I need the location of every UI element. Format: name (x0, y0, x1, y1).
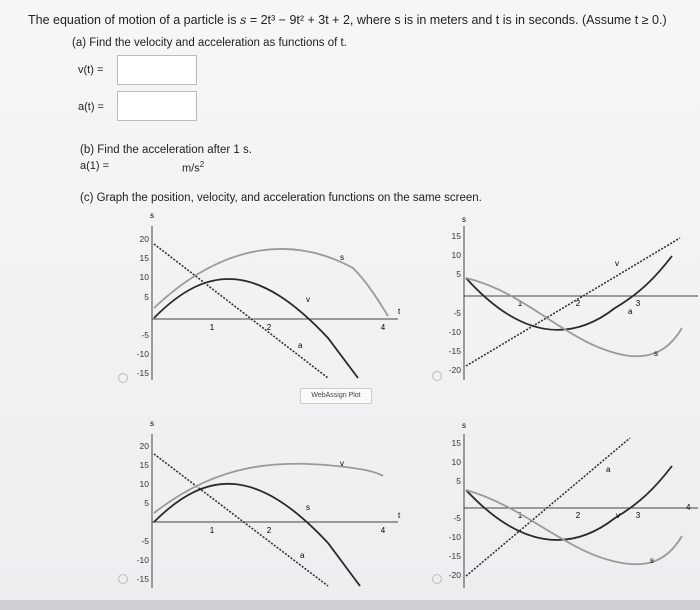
a1-unit (182, 160, 204, 175)
y-tick-label: -20 (448, 570, 461, 580)
axis-label-s: s (462, 421, 466, 430)
y-tick-label: -20 (448, 365, 461, 375)
acceleration-curve (466, 438, 630, 576)
y-tick-label: -5 (141, 330, 149, 340)
graph-4-radio[interactable] (432, 574, 442, 584)
curve-label-v: v (615, 259, 619, 268)
x-tick-label: 1 (209, 323, 215, 332)
graph-option-1[interactable] (128, 208, 408, 386)
a1-answer-input[interactable] (122, 160, 182, 174)
x-tick-label: 2 (575, 511, 581, 520)
y-tick-label: -10 (136, 555, 149, 565)
x-tick-label: 4 (380, 526, 386, 535)
axis-label-s: s (462, 215, 466, 224)
y-tick-label: 10 (451, 250, 461, 260)
y-tick-label: 20 (139, 234, 149, 244)
y-tick-label: -5 (141, 536, 149, 546)
position-curve (466, 490, 682, 564)
x-tick-label: 2 (266, 526, 272, 535)
y-tick-label: 15 (451, 231, 461, 241)
y-tick-label: -5 (453, 308, 461, 318)
graph-2-radio[interactable] (432, 371, 442, 381)
velocity-curve (154, 464, 383, 513)
axis-label-s: s (150, 419, 154, 428)
position-curve (154, 484, 360, 586)
x-tick-label: 2 (266, 323, 272, 332)
y-tick-label: -15 (448, 346, 461, 356)
y-tick-label: -10 (448, 327, 461, 337)
acceleration-label: a(t) = (78, 101, 104, 113)
y-tick-label: 20 (139, 441, 149, 451)
graph-option-4[interactable] (440, 418, 700, 594)
graph-3-radio[interactable] (118, 574, 128, 584)
graph-option-2[interactable] (440, 208, 700, 386)
y-tick-label: 10 (139, 479, 149, 489)
acceleration-curve (154, 454, 328, 586)
velocity-curve (466, 466, 672, 540)
y-tick-label: 5 (456, 269, 461, 279)
unit-exponent: 2 (199, 160, 205, 169)
x-tick-label: 3 (635, 299, 641, 308)
unit-base: m/s (182, 162, 200, 175)
curve-label-s: s (306, 503, 310, 512)
velocity-curve (154, 279, 358, 378)
y-tick-label: 5 (456, 476, 461, 486)
y-tick-label: 5 (144, 292, 149, 302)
y-tick-label: -15 (448, 551, 461, 561)
x-tick-label: 1 (517, 299, 523, 308)
equation: = 2t³ − 9t² + 3t + 2, (246, 13, 354, 27)
x-axis-end-label: 4 (686, 503, 691, 512)
curve-label-s: s (340, 253, 344, 262)
x-tick-label: 2 (575, 299, 581, 308)
x-tick-label: 4 (380, 323, 386, 332)
a1-label: a(1) = (80, 160, 110, 172)
part-a-label: (a) Find the velocity and acceleration as functions of t. (72, 37, 347, 49)
bottom-bar (0, 600, 700, 610)
axis-label-t: t (398, 307, 401, 316)
axis-label-s: s (150, 211, 154, 220)
y-tick-label: 15 (139, 460, 149, 470)
y-tick-label: 15 (451, 438, 461, 448)
velocity-label: v(t) = (78, 64, 104, 76)
acceleration-curve (154, 244, 328, 378)
curve-label-s: s (654, 349, 658, 358)
webassign-plot-button[interactable]: WebAssign Plot (300, 388, 372, 404)
y-tick-label: 5 (144, 498, 149, 508)
y-tick-label: 10 (139, 272, 149, 282)
curve-label-a: a (298, 341, 303, 350)
equation-variable: s (239, 12, 247, 27)
y-tick-label: -5 (453, 513, 461, 523)
graph-1-radio[interactable] (118, 373, 128, 383)
x-tick-label: 1 (517, 511, 523, 520)
curve-label-a: a (300, 551, 305, 560)
y-tick-label: 10 (451, 457, 461, 467)
velocity-curve (466, 256, 672, 330)
y-tick-label: -10 (136, 349, 149, 359)
part-b-label: (b) Find the acceleration after 1 s. (80, 144, 252, 156)
curve-label-s: s (650, 556, 654, 565)
acceleration-curve (466, 238, 680, 366)
velocity-answer-input[interactable] (117, 55, 197, 85)
curve-label-v: v (340, 459, 344, 468)
axis-label-t: t (398, 511, 401, 520)
curve-label-v: v (616, 511, 620, 520)
y-tick-label: -15 (136, 574, 149, 584)
position-curve (154, 249, 388, 316)
part-c-label: (c) Graph the position, velocity, and acceleration functions on the same screen. (80, 192, 482, 204)
curve-label-a: a (606, 465, 611, 474)
question-intro: The equation of motion of a particle is (28, 13, 240, 27)
x-tick-label: 1 (209, 526, 215, 535)
y-tick-label: 15 (139, 253, 149, 263)
y-tick-label: -10 (448, 532, 461, 542)
question-text (28, 12, 667, 27)
curve-label-a: a (628, 307, 633, 316)
question-where: where s is in meters and t is in seconds. (Assume t ≥ 0.) (353, 13, 667, 27)
x-tick-label: 3 (635, 511, 641, 520)
graph-option-3[interactable] (128, 418, 408, 594)
acceleration-answer-input[interactable] (117, 91, 197, 121)
y-tick-label: -15 (136, 368, 149, 378)
position-curve (466, 278, 682, 356)
curve-label-v: v (306, 295, 310, 304)
